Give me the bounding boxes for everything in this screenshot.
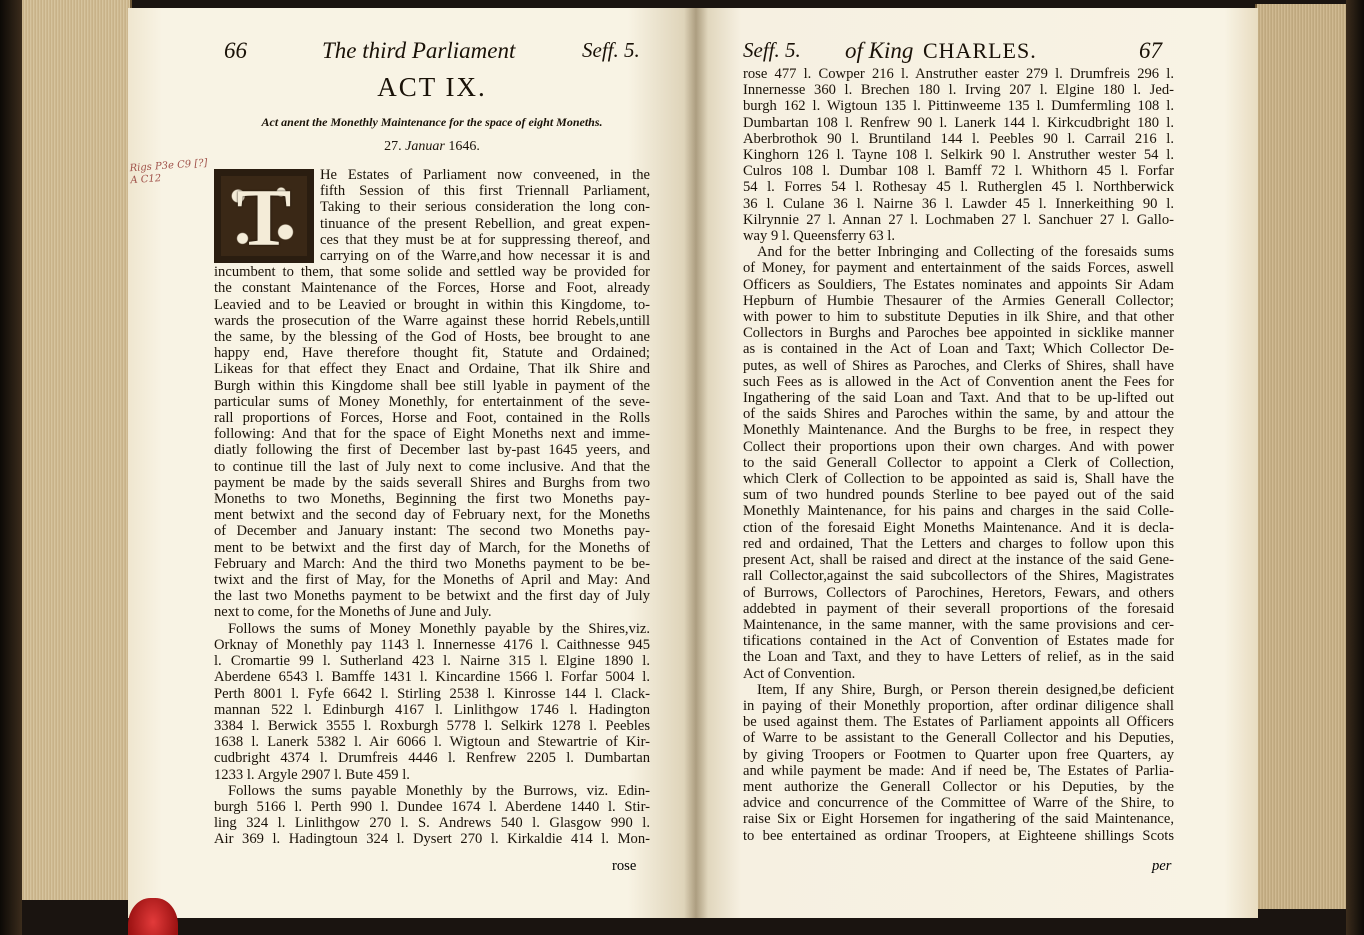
item-paragraph-lines	[743, 682, 1174, 844]
act-title: ACT IX.	[377, 72, 487, 102]
text-line: He Estates of Parliament now conveened, in the	[320, 167, 650, 183]
left-running-head	[214, 38, 650, 72]
text-line: with power to him to substitute Deputies in ilk Shire, and that other	[743, 309, 1174, 326]
burrows-list-lines	[214, 783, 650, 848]
text-line: cudbright 4374 l. Drumfreis 4446 l. Renfrew 2205 l. Dumbartan	[214, 750, 650, 767]
text-line: fifth Session of this first Triennall Parliament,	[320, 183, 650, 200]
text-line: Officers as Souldiers, The Estates nominates and appoints Sir Adam	[743, 276, 1174, 293]
text-line: Item, If any Shire, Burgh, or Person therein designed,be deficient	[757, 681, 1174, 698]
text-line: which Clerk of Collection to be appointed as said is, Shall have the	[743, 471, 1174, 488]
text-line: twixt and the first of May, for the Moneths of April and May: And	[214, 572, 650, 589]
text-line: addebted in payment of their severall proportions of the foresaid	[743, 600, 1174, 617]
text-line: raise Six or Eight Horsemen for ingathering of the said Maintenance,	[743, 811, 1174, 828]
running-title-prefix: of King	[845, 38, 914, 63]
text-line: rall proportions of Forces, Horse and Foot, contained in the Rolls	[214, 410, 650, 427]
text-line: to bee entertained as ordinar Troopers, at Eighteene shillings Scots	[743, 827, 1174, 844]
text-line: Follows the sums payable Monethly by the Burrows, viz. Edin-	[228, 782, 650, 799]
text-line: the last two Moneths payment to be betwixt and the first day of July	[214, 588, 650, 605]
text-line: carrying on of the Warre,and how necessar it is and	[320, 248, 650, 265]
left-catchword: rose	[612, 858, 637, 874]
text-line: in paying of their Monethly proportion, after ordinar diligence shall	[743, 697, 1174, 714]
text-line: tifications contained in the Act of Convention of Estates made for	[743, 633, 1174, 650]
text-line: Burgh within this Kingdome shall bee still lyable in payment of the	[214, 377, 650, 394]
text-line: Collect their proportions upon their own charges. And with power	[743, 438, 1174, 455]
margin-note-line-1: Rigs P3e C9 [?]	[129, 157, 208, 175]
left-page	[128, 8, 696, 918]
text-line: as is contained in the Act of Loan and Taxt; Which Collector De-	[743, 341, 1174, 358]
text-line: mannan 522 l. Edinburgh 4167 l. Linlithgow 1746 l. Hadington	[214, 701, 650, 718]
text-line: And for the better Inbringing and Collecting of the foresaids sums	[757, 244, 1174, 261]
date-year: 1646.	[448, 139, 480, 154]
text-line: ces that they must be at for suppressing thereof, and	[320, 231, 650, 248]
text-line: Dumbartan 108 l. Renfrew 90 l. Lanerk 144 l. Kirkcudbright 180 l.	[743, 114, 1174, 131]
right-cover-shadow	[1346, 0, 1364, 935]
text-line: wards the prosecution of the Warre against these horrid Rebels,untill	[214, 312, 650, 329]
text-line: Air 369 l. Hadingtoun 324 l. Dysert 270 l. Kirkaldie 414 l. Mon-	[214, 831, 650, 848]
text-line: advice and concurrence of the Committee of Warre of the Shire, to	[743, 795, 1174, 812]
drop-cap-letter: T	[236, 172, 292, 263]
text-line: Culros 108 l. Dumbar 108 l. Bamff 72 l. Whithorn 45 l. Forfar	[743, 163, 1174, 180]
text-line: the same, by the blessing of the God of Hosts, bee brought to ane	[214, 329, 650, 346]
text-line: burgh 5166 l. Perth 990 l. Dundee 1674 l. Aberdene 1440 l. Stir-	[214, 798, 650, 815]
right-catchword: per	[1152, 858, 1172, 874]
text-line: ment authorize the Generall Collector or his Deputies, by the	[743, 778, 1174, 795]
text-line: and while payment be made: And if need be, The Estates of Parlia-	[743, 762, 1174, 779]
text-line: sum of two hundred pounds Sterline to bee payed out of the said	[743, 487, 1174, 504]
right-page-number: 67	[1139, 38, 1162, 63]
text-line: 36 l. Culane 36 l. Nairne 36 l. Lawder 45 l. Innerkeithing 90 l.	[743, 195, 1174, 212]
text-line: of December and January instant: The second two Moneths pay-	[214, 523, 650, 540]
text-line: 1638 l. Lanerk 5382 l. Air 6066 l. Wigtoun and Stewartrie of Kir-	[214, 734, 650, 751]
text-line: of the saids Shires and Paroches within the same, by and attour the	[743, 406, 1174, 423]
text-line: Ingathering of the said Loan and Taxt. And that to be up-lifted out	[743, 390, 1174, 407]
text-line: putes, as well of Shires as Paroches, and Clerks of Shires, shall have	[743, 357, 1174, 374]
text-line: Maintenance, in the same manner, with the same provisions and cer-	[743, 616, 1174, 633]
text-line: the Loan and Taxt, and they to have Letters of relief, as in the said	[743, 649, 1174, 666]
act-date	[214, 139, 650, 161]
text-line: present Act, shall be raised and direct at the instance of the said Gene-	[743, 552, 1174, 569]
text-line: the constant Maintenance of the Forces, Horse and Foot, already	[214, 280, 650, 297]
text-line: burgh 162 l. Wigtoun 135 l. Pittinweeme 135 l. Dumfermling 108 l.	[743, 98, 1174, 115]
text-line: Monethly Maintenance. And the Burghs to be free, in respect they	[743, 422, 1174, 439]
collection-paragraph-lines	[743, 244, 1174, 681]
text-line: Follows the sums of Money Monethly payable by the Shires,viz.	[228, 620, 650, 637]
margin-note-line-2: A C12	[130, 173, 162, 187]
text-line: ling 324 l. Linlithgow 270 l. S. Andrews 540 l. Glasgow 990 l.	[214, 815, 650, 832]
text-line: Kilrynnie 27 l. Annan 27 l. Lochmaben 27 l. Sanchuer 27 l. Gallo-	[743, 211, 1174, 228]
text-line: particular sums of Money Monethly, for entertainment of the seve-	[214, 393, 650, 410]
text-line: tinuance of the present Rebellion, and great expen-	[320, 215, 650, 232]
text-line: Kinghorn 126 l. Tayne 108 l. Selkirk 90 l. Anstruther wester 54 l.	[743, 147, 1174, 164]
text-line: Aberbrothok 90 l. Bruntiland 144 l. Peebles 90 l. Carrail 216 l.	[743, 130, 1174, 147]
text-line: by giving Troopers or Footmen to Quarter upon free Quarters, ay	[743, 746, 1174, 763]
text-line: 54 l. Forres 54 l. Rothesay 45 l. Rutherglen 45 l. Northberwick	[743, 179, 1174, 196]
left-running-title: The third Parliament	[322, 38, 516, 63]
text-line: next to come, for the Moneths of June and July.	[214, 604, 492, 621]
text-line: following: And that for the space of Eight Moneths next and imme-	[214, 426, 650, 443]
date-month: Januar	[405, 139, 445, 154]
text-line: rall Collector,against the said subcollectors of the Shires, Magistrates	[743, 568, 1174, 585]
text-line: such Fees as is allowed in the Act of Convention anent the Fees for	[743, 373, 1174, 390]
text-line: to continue till the last of July next to come inclusive. And that the	[214, 458, 650, 475]
running-title-king: CHARLES.	[923, 38, 1037, 63]
text-line: diatly following the first of December last by-past 1645 yeers, and	[214, 442, 650, 459]
text-line: of Burrows, Collectors of Parochines, Heretors, Fewars, and others	[743, 584, 1174, 601]
text-line: Likeas for that effect they Enact and Ordaine, That ilk Shire and	[214, 361, 650, 378]
act-body-lines	[214, 264, 650, 620]
ornamental-drop-cap	[214, 169, 314, 263]
text-line: Perth 8001 l. Fyfe 6642 l. Stirling 2538 l. Kinrosse 144 l. Clack-	[214, 685, 650, 702]
text-line: payment be made by the saids severall Shires and Burghs from two	[214, 474, 650, 491]
text-line: way 9 l. Queensferry 63 l.	[743, 228, 895, 245]
text-line: Orknay of Monethly pay 1143 l. Innernesse 4176 l. Caithnesse 945	[214, 636, 650, 653]
text-line: Monethly Maintenance, for his pains and charges in the said Colle-	[743, 503, 1174, 520]
text-line: Leavied and to be Leavied or brought in within this Kingdome, to-	[214, 296, 650, 313]
left-page-number: 66	[224, 38, 247, 63]
right-page	[696, 8, 1258, 918]
text-line: 3384 l. Berwick 3555 l. Roxburgh 5778 l. Selkirk 1278 l. Peebles	[214, 717, 650, 734]
burrows-continued-lines	[743, 66, 1174, 244]
date-prefix: 27.	[384, 139, 402, 154]
text-line: red and ordained, That the Letters and charges to follow upon this	[743, 535, 1174, 552]
text-line: Act of Convention.	[743, 665, 856, 682]
left-cover-shadow	[0, 0, 22, 935]
book-gutter	[684, 8, 708, 918]
text-line: February and March: And the third two Moneths payment to be be-	[214, 555, 650, 572]
shires-list-lines	[214, 621, 650, 783]
right-body	[743, 66, 1174, 844]
text-line: Aberdene 6543 l. Bamffe 1431 l. Kincardine 1566 l. Forfar 5004 l.	[214, 669, 650, 686]
left-body	[214, 167, 650, 848]
text-line: happy end, Have therefore thought fit, Statute and Ordained;	[214, 345, 650, 362]
text-line: ment to be betwixt and the first day of March, for the Moneths of	[214, 539, 650, 556]
text-line: ment betwixt and the second day of February next, for the Moneths	[214, 507, 650, 524]
right-session-label: Seff. 5.	[743, 38, 801, 62]
text-line: Taking to their serious consideration the long con-	[320, 199, 650, 216]
text-line: to the said Generall Collector to appoint a Clerk of Collection,	[743, 454, 1174, 471]
text-line: 1233 l. Argyle 2907 l. Bute 459 l.	[214, 766, 410, 783]
text-line: Collectors in Burghs and Paroches bee appointed in sicklike manner	[743, 325, 1174, 342]
text-line: rose 477 l. Cowper 216 l. Anstruther easter 279 l. Drumfreis 296 l.	[743, 66, 1174, 82]
text-line: of Warre to be assistant to the Generall Collector and his Deputies,	[743, 730, 1174, 747]
text-line: Hepburn of Humbie Thesaurer of the Armies Generall Collector;	[743, 292, 1174, 309]
text-line: Moneths to two Moneths, Beginning the first two Moneths pay-	[214, 491, 650, 508]
right-running-head	[743, 38, 1174, 72]
text-line: be used against them. The Estates of Parliament appoints all Officers	[743, 714, 1174, 731]
act-subtitle: Act anent the Monethly Maintenance for the space of eight Moneths.	[261, 115, 603, 129]
text-line: ction of the foresaid Eight Moneths Maintenance. And it is decla-	[743, 519, 1174, 536]
text-line: l. Cromartie 99 l. Sutherland 423 l. Nairne 315 l. Elgine 1890 l.	[214, 653, 650, 670]
text-line: Innernesse 360 l. Brechen 180 l. Irving 207 l. Elgine 180 l. Jed-	[743, 82, 1174, 99]
left-session-label: Seff. 5.	[582, 38, 640, 62]
text-line: incumbent to them, that some solide and settled way be provided for	[214, 264, 650, 281]
text-line: of Money, for payment and entertainment of the saids Forces, aswell	[743, 260, 1174, 277]
